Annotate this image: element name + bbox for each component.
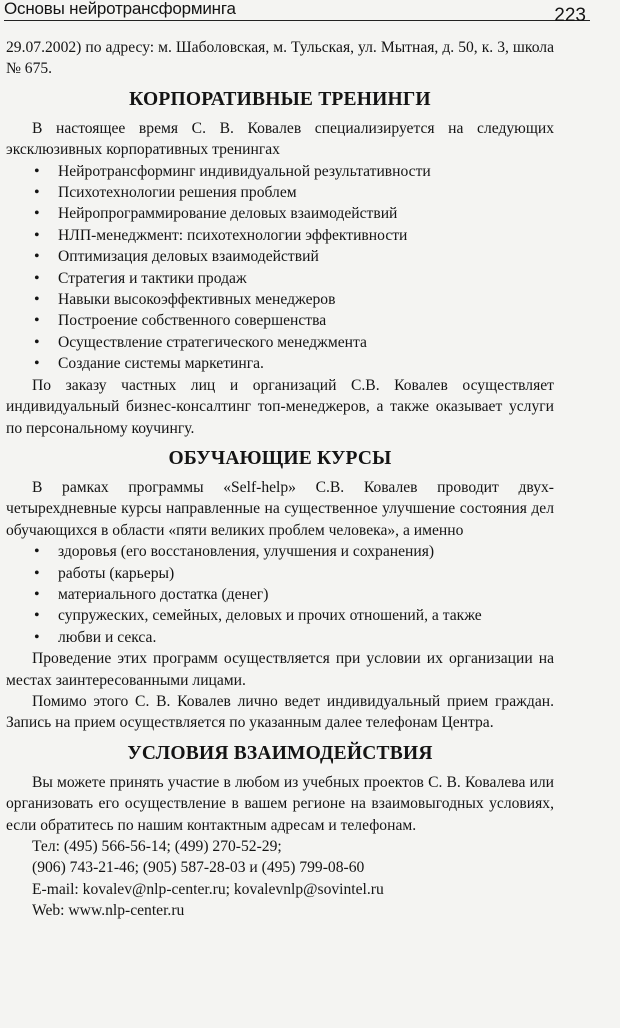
courses-list xyxy=(6,541,554,648)
list-item: • любви и секса. xyxy=(32,627,554,648)
email-line: E-mail: kovalev@nlp-center.ru; kovalevnlp@sovintel.ru xyxy=(32,880,384,898)
list-item: • НЛП-менеджмент: психотехнологии эффективности xyxy=(32,225,554,246)
list-item: • здоровья (его восстановления, улучшения и сохранения) xyxy=(32,541,554,562)
list-item: • Создание системы маркетинга. xyxy=(32,353,554,374)
web-line: Web: www.nlp-center.ru xyxy=(32,902,185,920)
running-header xyxy=(4,0,590,21)
courses-appointment-paragraph: Помимо этого С. В. Ковалев лично ведет индивидуальный прием граждан. Запись на прием осуществляется по указанным далее телефонам Центра. xyxy=(6,692,554,732)
list-item: • Построение собственного совершенства xyxy=(32,310,554,331)
list-item: • Навыки высокоэффективных менеджеров xyxy=(32,289,554,310)
list-item: • работы (карьеры) xyxy=(32,563,554,584)
list-item: • Психотехнологии решения проблем xyxy=(32,182,554,203)
corporate-list xyxy=(6,161,554,375)
page-content xyxy=(6,37,554,922)
list-item: • Стратегия и тактики продаж xyxy=(32,268,554,289)
section-title-courses: ОБУЧАЮЩИЕ КУРСЫ xyxy=(168,447,392,469)
list-item: • материального достатка (денег) xyxy=(32,584,554,605)
list-item: • Нейропрограммирование деловых взаимодействий xyxy=(32,203,554,224)
courses-lead: В рамках программы «Self-help» С.В. Ковалев проводит двух-четырехдневные курсы направленные на существенное улучшение состояния дел обучающихся в области «пяти великих проблем человека», а именно xyxy=(6,478,554,539)
section-title-conditions: УСЛОВИЯ ВЗАИМОДЕЙСТВИЯ xyxy=(127,742,433,764)
courses-organization-paragraph: Проведение этих программ осуществляется при условии их организации на местах заинтересованными лицами. xyxy=(6,650,554,689)
phones-line-1: Тел: (495) 566-56-14; (499) 270-52-29; xyxy=(32,838,282,855)
running-title: Основы нейротрансформинга xyxy=(4,0,236,18)
corporate-consulting-paragraph: По заказу частных лиц и организаций С.В. Ковалев осуществляет индивидуальный бизнес-консалтинг топ-менеджеров, а также оказывает услуги по персональному коучингу. xyxy=(6,376,554,437)
phones-line-2: (906) 743-21-46; (905) 587-28-03 и (495) 799-08-60 xyxy=(32,859,365,877)
corporate-lead: В настоящее время С. В. Ковалев специализируется на следующих эксклюзивных корпоративных тренингах xyxy=(6,119,554,159)
list-item: • Осуществление стратегического менеджмента xyxy=(32,332,554,353)
page-number: 223 xyxy=(554,5,586,26)
contact-block xyxy=(6,836,554,922)
section-title-corporate: КОРПОРАТИВНЫЕ ТРЕНИНГИ xyxy=(129,88,431,110)
list-item: • Нейротрансформинг индивидуальной результативности xyxy=(32,161,554,182)
conditions-paragraph: Вы можете принять участие в любом из учебных проектов С. В. Ковалева или организовать его осуществление в вашем регионе на взаимовыгодных условиях, если обратитесь по нашим контактным адресам и телефонам. xyxy=(6,773,554,834)
intro-paragraph: 29.07.2002) по адресу: м. Шаболовская, м. Тульская, ул. Мытная, д. 50, к. 3, школа № 675. xyxy=(6,39,554,78)
list-item: • супружеских, семейных, деловых и прочих отношений, а также xyxy=(32,605,554,626)
list-item: • Оптимизация деловых взаимодействий xyxy=(32,246,554,267)
